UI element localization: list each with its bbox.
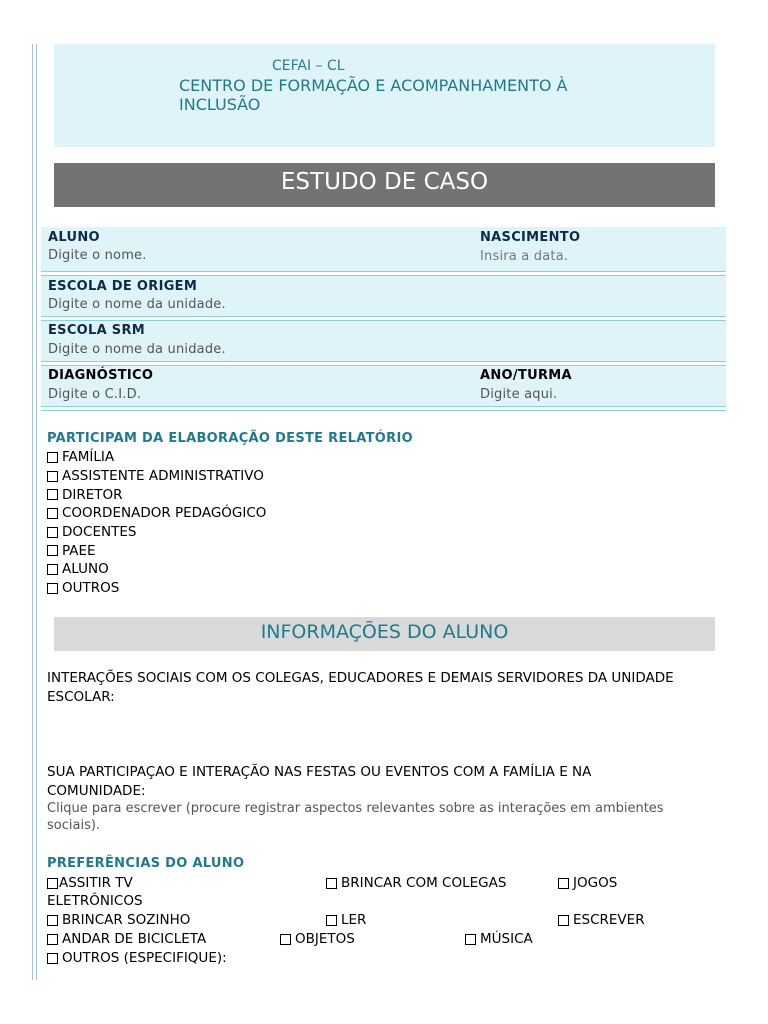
question-events-participation: SUA PARTICIPAÇAO E INTERAÇÃO NAS FESTAS OU EVENTOS COM A FAMÍLIA E NA COMUNIDADE: xyxy=(47,764,592,799)
escola-origem-label: ESCOLA DE ORIGEM xyxy=(48,279,198,294)
participant-coordenador[interactable]: COORDENADOR PEDAGÓGICO xyxy=(47,504,266,523)
pref-brincar-colegas[interactable]: BRINCAR COM COLEGAS xyxy=(326,875,506,891)
checkbox-icon[interactable] xyxy=(465,934,476,945)
checkbox-icon[interactable] xyxy=(47,915,58,926)
participant-assistente[interactable]: ASSISTENTE ADMINISTRATIVO xyxy=(47,467,266,486)
checkbox-icon[interactable] xyxy=(558,915,569,926)
info-section-title: INFORMAÇÕES DO ALUNO xyxy=(260,621,509,643)
checkbox-icon[interactable] xyxy=(47,527,58,538)
aluno-label: ALUNO xyxy=(48,230,100,245)
pref-outros[interactable]: OUTROS (ESPECIFIQUE): xyxy=(47,950,227,966)
preferences-heading: PREFERÊNCIAS DO ALUNO xyxy=(47,856,245,871)
checkbox-icon[interactable] xyxy=(47,934,58,945)
row-aluno xyxy=(41,227,726,272)
margin-line-inner xyxy=(36,44,37,980)
checkbox-icon[interactable] xyxy=(47,471,58,482)
participant-familia[interactable]: FAMÍLIA xyxy=(47,448,266,467)
checkbox-icon[interactable] xyxy=(280,934,291,945)
aluno-field[interactable]: Digite o nome. xyxy=(48,248,147,263)
participant-aluno[interactable]: ALUNO xyxy=(47,560,266,579)
margin-line-outer xyxy=(32,44,33,980)
events-answer-field[interactable]: Clique para escrever (procure registrar aspectos relevantes sobre as interações em ambientes sociais). xyxy=(47,801,664,833)
pref-jogos[interactable]: JOGOS xyxy=(558,875,617,891)
checkbox-icon[interactable] xyxy=(47,508,58,519)
row-diagnostico xyxy=(41,366,726,407)
checkbox-icon[interactable] xyxy=(326,915,337,926)
participant-docentes[interactable]: DOCENTES xyxy=(47,523,266,542)
ano-turma-label: ANO/TURMA xyxy=(480,368,572,383)
escola-srm-field[interactable]: Digite o nome da unidade. xyxy=(48,342,226,357)
org-short-name: CEFAI – CL xyxy=(272,58,345,74)
row-escola-srm xyxy=(41,321,726,362)
pref-brincar-sozinho[interactable]: BRINCAR SOZINHO xyxy=(47,912,190,928)
checkbox-icon[interactable] xyxy=(47,878,58,889)
nascimento-field[interactable]: Insira a data. xyxy=(480,249,569,264)
checkbox-icon[interactable] xyxy=(558,878,569,889)
escola-origem-field[interactable]: Digite o nome da unidade. xyxy=(48,297,226,312)
checkbox-icon[interactable] xyxy=(47,545,58,556)
pref-escrever[interactable]: ESCREVER xyxy=(558,912,645,928)
pref-objetos[interactable]: OBJETOS xyxy=(280,931,355,947)
checkbox-icon[interactable] xyxy=(47,489,58,500)
org-full-name: CENTRO DE FORMAÇÃO E ACOMPANHAMENTO À INCLUSÃO xyxy=(179,76,568,114)
pref-eletronicos-label: ELETRÔNICOS xyxy=(47,893,143,909)
diagnostico-field[interactable]: Digite o C.I.D. xyxy=(48,387,142,402)
participants-list xyxy=(47,448,266,598)
participant-outros[interactable]: OUTROS xyxy=(47,579,266,598)
pref-ler[interactable]: LER xyxy=(326,912,366,928)
nascimento-label: NASCIMENTO xyxy=(480,230,581,245)
participants-heading: PARTICIPAM DA ELABORAÇÃO DESTE RELATÓRIO xyxy=(47,431,413,446)
escola-srm-label: ESCOLA SRM xyxy=(48,323,146,338)
ano-turma-field[interactable]: Digite aqui. xyxy=(480,387,558,402)
checkbox-icon[interactable] xyxy=(47,564,58,575)
checkbox-icon[interactable] xyxy=(47,583,58,594)
pref-musica[interactable]: MÚSICA xyxy=(465,931,533,947)
participant-paee[interactable]: PAEE xyxy=(47,541,266,560)
diagnostico-label: DIAGNÓSTICO xyxy=(48,368,154,383)
checkbox-icon[interactable] xyxy=(47,452,58,463)
participant-diretor[interactable]: DIRETOR xyxy=(47,485,266,504)
question-social-interactions: INTERAÇÕES SOCIAIS COM OS COLEGAS, EDUCADORES E DEMAIS SERVIDORES DA UNIDADE ESCOLAR: xyxy=(47,670,674,705)
document-title: ESTUDO DE CASO xyxy=(280,169,489,195)
pref-andar-bicicleta[interactable]: ANDAR DE BICICLETA xyxy=(47,931,206,947)
checkbox-icon[interactable] xyxy=(47,953,58,964)
row-escola-origem xyxy=(41,276,726,317)
checkbox-icon[interactable] xyxy=(326,878,337,889)
pref-assistir-tv[interactable]: ASSITIR TV xyxy=(47,875,133,891)
